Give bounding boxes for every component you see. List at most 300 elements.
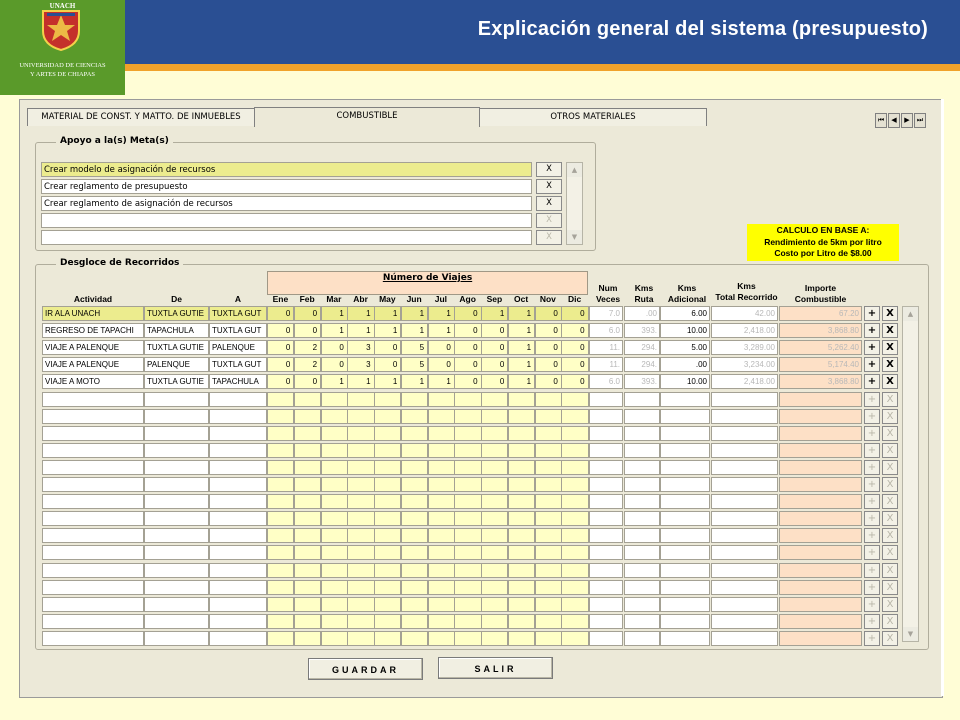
month-cell[interactable] — [374, 631, 401, 646]
month-cell[interactable] — [508, 426, 535, 441]
month-cell[interactable] — [561, 426, 588, 441]
month-cell[interactable] — [508, 545, 535, 560]
month-cell[interactable] — [294, 443, 321, 458]
month-cell[interactable] — [508, 614, 535, 629]
month-cell[interactable] — [481, 460, 508, 475]
month-cell[interactable]: 0 — [321, 340, 348, 355]
month-cell[interactable]: 1 — [428, 374, 455, 389]
month-cell[interactable]: 2 — [294, 340, 321, 355]
delete-row-button[interactable]: X — [882, 580, 898, 595]
month-cell[interactable] — [347, 443, 374, 458]
month-cell[interactable] — [481, 494, 508, 509]
scroll-down-icon[interactable]: ▼ — [567, 230, 582, 244]
month-cell[interactable] — [428, 460, 455, 475]
actividad-cell[interactable] — [42, 580, 144, 595]
last-tab-icon[interactable]: ⏭ — [914, 113, 926, 128]
month-cell[interactable] — [294, 409, 321, 424]
month-cell[interactable] — [294, 563, 321, 578]
month-cell[interactable]: 0 — [561, 323, 588, 338]
remove-meta-button[interactable]: X — [536, 230, 562, 245]
month-cell[interactable] — [508, 580, 535, 595]
month-cell[interactable] — [535, 631, 562, 646]
month-cell[interactable]: 1 — [428, 306, 455, 321]
month-cell[interactable] — [321, 392, 348, 407]
month-cell[interactable] — [267, 443, 294, 458]
month-cell[interactable]: 1 — [374, 374, 401, 389]
month-cell[interactable] — [321, 597, 348, 612]
actividad-cell[interactable]: VIAJE A MOTO — [42, 374, 144, 389]
month-cell[interactable] — [321, 631, 348, 646]
month-cell[interactable] — [454, 443, 481, 458]
month-cell[interactable] — [374, 597, 401, 612]
month-cell[interactable]: 0 — [374, 340, 401, 355]
de-cell[interactable]: TUXTLA GUTIE — [144, 374, 209, 389]
month-cell[interactable] — [294, 392, 321, 407]
month-cell[interactable]: 1 — [321, 323, 348, 338]
month-cell[interactable]: 0 — [481, 374, 508, 389]
remove-meta-button[interactable]: X — [536, 213, 562, 228]
month-cell[interactable] — [294, 494, 321, 509]
month-cell[interactable] — [454, 528, 481, 543]
month-cell[interactable] — [428, 580, 455, 595]
month-cell[interactable]: 1 — [508, 357, 535, 372]
month-cell[interactable] — [267, 631, 294, 646]
delete-row-button[interactable]: X — [882, 426, 898, 441]
actividad-cell[interactable] — [42, 477, 144, 492]
month-cell[interactable]: 3 — [347, 357, 374, 372]
month-cell[interactable]: 1 — [508, 306, 535, 321]
delete-row-button[interactable]: X — [882, 306, 898, 321]
a-cell[interactable] — [209, 631, 267, 646]
kms-adicional-cell[interactable] — [660, 477, 710, 492]
a-cell[interactable] — [209, 460, 267, 475]
month-cell[interactable] — [401, 528, 428, 543]
delete-row-button[interactable]: X — [882, 443, 898, 458]
delete-row-button[interactable]: X — [882, 494, 898, 509]
month-cell[interactable]: 0 — [294, 323, 321, 338]
month-cell[interactable] — [428, 392, 455, 407]
add-row-button[interactable]: + — [864, 631, 880, 646]
a-cell[interactable]: TUXTLA GUT — [209, 306, 267, 321]
month-cell[interactable] — [535, 409, 562, 424]
month-cell[interactable] — [428, 511, 455, 526]
month-cell[interactable]: 0 — [321, 357, 348, 372]
kms-adicional-cell[interactable] — [660, 460, 710, 475]
kms-adicional-cell[interactable] — [660, 631, 710, 646]
month-cell[interactable] — [535, 494, 562, 509]
month-cell[interactable] — [321, 614, 348, 629]
month-cell[interactable] — [347, 631, 374, 646]
actividad-cell[interactable] — [42, 511, 144, 526]
meta-row[interactable] — [41, 230, 532, 245]
prev-tab-icon[interactable]: ◀ — [888, 113, 900, 128]
month-cell[interactable] — [535, 460, 562, 475]
month-cell[interactable]: 1 — [508, 374, 535, 389]
a-cell[interactable] — [209, 511, 267, 526]
de-cell[interactable]: TUXTLA GUTIE — [144, 306, 209, 321]
de-cell[interactable] — [144, 426, 209, 441]
month-cell[interactable] — [561, 580, 588, 595]
month-cell[interactable] — [508, 511, 535, 526]
actividad-cell[interactable] — [42, 545, 144, 560]
month-cell[interactable] — [374, 409, 401, 424]
month-cell[interactable] — [267, 597, 294, 612]
month-cell[interactable] — [428, 477, 455, 492]
month-cell[interactable] — [481, 528, 508, 543]
month-cell[interactable]: 0 — [374, 357, 401, 372]
month-cell[interactable] — [321, 477, 348, 492]
kms-adicional-cell[interactable] — [660, 426, 710, 441]
delete-row-button[interactable]: X — [882, 409, 898, 424]
month-cell[interactable] — [401, 494, 428, 509]
a-cell[interactable] — [209, 494, 267, 509]
month-cell[interactable] — [508, 477, 535, 492]
actividad-cell[interactable]: REGRESO DE TAPACHI — [42, 323, 144, 338]
month-cell[interactable] — [321, 409, 348, 424]
de-cell[interactable] — [144, 631, 209, 646]
add-row-button[interactable]: + — [864, 597, 880, 612]
add-row-button[interactable]: + — [864, 563, 880, 578]
month-cell[interactable] — [508, 409, 535, 424]
month-cell[interactable]: 0 — [294, 306, 321, 321]
month-cell[interactable] — [428, 563, 455, 578]
kms-adicional-cell[interactable] — [660, 392, 710, 407]
actividad-cell[interactable] — [42, 426, 144, 441]
meta-row[interactable]: Crear reglamento de presupuesto — [41, 179, 532, 194]
month-cell[interactable] — [454, 494, 481, 509]
month-cell[interactable] — [508, 494, 535, 509]
actividad-cell[interactable] — [42, 631, 144, 646]
month-cell[interactable] — [321, 545, 348, 560]
de-cell[interactable]: PALENQUE — [144, 357, 209, 372]
month-cell[interactable]: 0 — [481, 357, 508, 372]
month-cell[interactable] — [535, 563, 562, 578]
month-cell[interactable] — [321, 460, 348, 475]
month-cell[interactable] — [267, 477, 294, 492]
month-cell[interactable] — [347, 563, 374, 578]
month-cell[interactable] — [374, 443, 401, 458]
month-cell[interactable] — [454, 597, 481, 612]
month-cell[interactable] — [428, 443, 455, 458]
month-cell[interactable] — [347, 477, 374, 492]
month-cell[interactable]: 1 — [428, 323, 455, 338]
month-cell[interactable] — [294, 614, 321, 629]
actividad-cell[interactable] — [42, 443, 144, 458]
month-cell[interactable]: 5 — [401, 357, 428, 372]
month-cell[interactable]: 5 — [401, 340, 428, 355]
month-cell[interactable] — [401, 597, 428, 612]
month-cell[interactable] — [267, 580, 294, 595]
delete-row-button[interactable]: X — [882, 631, 898, 646]
month-cell[interactable] — [535, 580, 562, 595]
month-cell[interactable] — [267, 426, 294, 441]
kms-adicional-cell[interactable]: 6.00 — [660, 306, 710, 321]
de-cell[interactable] — [144, 528, 209, 543]
actividad-cell[interactable] — [42, 460, 144, 475]
de-cell[interactable] — [144, 563, 209, 578]
a-cell[interactable] — [209, 443, 267, 458]
kms-adicional-cell[interactable] — [660, 614, 710, 629]
month-cell[interactable] — [347, 528, 374, 543]
tab-otros-materiales[interactable]: OTROS MATERIALES — [479, 108, 707, 126]
add-row-button[interactable]: + — [864, 545, 880, 560]
month-cell[interactable] — [428, 528, 455, 543]
delete-row-button[interactable]: X — [882, 563, 898, 578]
month-cell[interactable] — [508, 392, 535, 407]
month-cell[interactable] — [321, 426, 348, 441]
month-cell[interactable] — [267, 563, 294, 578]
month-cell[interactable] — [267, 460, 294, 475]
month-cell[interactable] — [535, 614, 562, 629]
month-cell[interactable]: 1 — [481, 306, 508, 321]
month-cell[interactable] — [561, 494, 588, 509]
actividad-cell[interactable] — [42, 494, 144, 509]
de-cell[interactable] — [144, 545, 209, 560]
add-row-button[interactable]: + — [864, 511, 880, 526]
metas-scrollbar[interactable] — [566, 162, 583, 245]
month-cell[interactable]: 0 — [535, 340, 562, 355]
de-cell[interactable]: TAPACHULA — [144, 323, 209, 338]
month-cell[interactable] — [401, 563, 428, 578]
month-cell[interactable] — [561, 528, 588, 543]
actividad-cell[interactable] — [42, 409, 144, 424]
month-cell[interactable] — [508, 631, 535, 646]
month-cell[interactable] — [321, 443, 348, 458]
month-cell[interactable] — [481, 426, 508, 441]
month-cell[interactable] — [374, 563, 401, 578]
month-cell[interactable] — [374, 511, 401, 526]
add-row-button[interactable]: + — [864, 614, 880, 629]
month-cell[interactable]: 0 — [561, 357, 588, 372]
month-cell[interactable]: 0 — [535, 323, 562, 338]
actividad-cell[interactable] — [42, 597, 144, 612]
month-cell[interactable] — [267, 545, 294, 560]
month-cell[interactable] — [428, 426, 455, 441]
a-cell[interactable] — [209, 477, 267, 492]
month-cell[interactable]: 1 — [321, 306, 348, 321]
month-cell[interactable] — [374, 528, 401, 543]
month-cell[interactable] — [535, 597, 562, 612]
month-cell[interactable]: 0 — [267, 306, 294, 321]
month-cell[interactable] — [347, 460, 374, 475]
month-cell[interactable]: 1 — [347, 306, 374, 321]
remove-meta-button[interactable]: X — [536, 179, 562, 194]
month-cell[interactable]: 1 — [321, 374, 348, 389]
guardar-button[interactable]: GUARDAR — [308, 658, 423, 680]
month-cell[interactable] — [508, 460, 535, 475]
month-cell[interactable] — [294, 528, 321, 543]
month-cell[interactable]: 0 — [561, 340, 588, 355]
month-cell[interactable] — [374, 392, 401, 407]
delete-row-button[interactable]: X — [882, 528, 898, 543]
de-cell[interactable] — [144, 580, 209, 595]
delete-row-button[interactable]: X — [882, 340, 898, 355]
month-cell[interactable] — [374, 460, 401, 475]
next-tab-icon[interactable]: ▶ — [901, 113, 913, 128]
month-cell[interactable] — [535, 528, 562, 543]
month-cell[interactable] — [347, 426, 374, 441]
actividad-cell[interactable] — [42, 614, 144, 629]
month-cell[interactable] — [481, 614, 508, 629]
month-cell[interactable] — [347, 545, 374, 560]
month-cell[interactable] — [294, 477, 321, 492]
month-cell[interactable] — [294, 511, 321, 526]
month-cell[interactable] — [374, 614, 401, 629]
a-cell[interactable] — [209, 614, 267, 629]
kms-adicional-cell[interactable] — [660, 597, 710, 612]
month-cell[interactable] — [347, 580, 374, 595]
delete-row-button[interactable]: X — [882, 357, 898, 372]
de-cell[interactable] — [144, 409, 209, 424]
month-cell[interactable]: 0 — [267, 374, 294, 389]
delete-row-button[interactable]: X — [882, 392, 898, 407]
month-cell[interactable] — [321, 580, 348, 595]
a-cell[interactable] — [209, 426, 267, 441]
first-tab-icon[interactable]: ⏮ — [875, 113, 887, 128]
month-cell[interactable]: 0 — [454, 323, 481, 338]
month-cell[interactable] — [347, 409, 374, 424]
month-cell[interactable] — [535, 392, 562, 407]
a-cell[interactable] — [209, 580, 267, 595]
kms-adicional-cell[interactable] — [660, 443, 710, 458]
month-cell[interactable] — [535, 511, 562, 526]
month-cell[interactable] — [535, 545, 562, 560]
month-cell[interactable] — [428, 409, 455, 424]
tab-combustible[interactable]: COMBUSTIBLE — [254, 107, 480, 127]
month-cell[interactable] — [374, 580, 401, 595]
month-cell[interactable]: 0 — [454, 357, 481, 372]
a-cell[interactable] — [209, 392, 267, 407]
month-cell[interactable] — [374, 426, 401, 441]
month-cell[interactable] — [561, 409, 588, 424]
month-cell[interactable] — [481, 511, 508, 526]
month-cell[interactable] — [481, 392, 508, 407]
kms-adicional-cell[interactable] — [660, 563, 710, 578]
month-cell[interactable] — [374, 545, 401, 560]
a-cell[interactable] — [209, 597, 267, 612]
month-cell[interactable]: 0 — [535, 374, 562, 389]
month-cell[interactable] — [294, 545, 321, 560]
month-cell[interactable] — [374, 494, 401, 509]
delete-row-button[interactable]: X — [882, 597, 898, 612]
month-cell[interactable]: 0 — [535, 306, 562, 321]
month-cell[interactable]: 0 — [454, 306, 481, 321]
delete-row-button[interactable]: X — [882, 323, 898, 338]
meta-row[interactable] — [41, 213, 532, 228]
month-cell[interactable] — [267, 528, 294, 543]
month-cell[interactable] — [428, 614, 455, 629]
month-cell[interactable]: 1 — [347, 323, 374, 338]
month-cell[interactable] — [401, 409, 428, 424]
month-cell[interactable] — [454, 614, 481, 629]
month-cell[interactable]: 1 — [374, 323, 401, 338]
kms-adicional-cell[interactable] — [660, 494, 710, 509]
month-cell[interactable]: 0 — [535, 357, 562, 372]
month-cell[interactable]: 0 — [294, 374, 321, 389]
month-cell[interactable] — [454, 631, 481, 646]
month-cell[interactable] — [401, 443, 428, 458]
delete-row-button[interactable]: X — [882, 374, 898, 389]
month-cell[interactable] — [561, 443, 588, 458]
month-cell[interactable] — [321, 563, 348, 578]
a-cell[interactable] — [209, 409, 267, 424]
delete-row-button[interactable]: X — [882, 545, 898, 560]
month-cell[interactable] — [454, 563, 481, 578]
meta-row[interactable]: Crear modelo de asignación de recursos — [41, 162, 532, 177]
month-cell[interactable] — [481, 443, 508, 458]
delete-row-button[interactable]: X — [882, 477, 898, 492]
add-row-button[interactable]: + — [864, 460, 880, 475]
de-cell[interactable] — [144, 392, 209, 407]
add-row-button[interactable]: + — [864, 426, 880, 441]
de-cell[interactable] — [144, 460, 209, 475]
month-cell[interactable]: 0 — [267, 357, 294, 372]
month-cell[interactable] — [561, 597, 588, 612]
month-cell[interactable] — [294, 597, 321, 612]
month-cell[interactable] — [294, 580, 321, 595]
month-cell[interactable] — [561, 631, 588, 646]
month-cell[interactable]: 0 — [428, 340, 455, 355]
month-cell[interactable] — [401, 392, 428, 407]
month-cell[interactable] — [428, 494, 455, 509]
kms-adicional-cell[interactable] — [660, 545, 710, 560]
month-cell[interactable] — [454, 580, 481, 595]
kms-adicional-cell[interactable]: 10.00 — [660, 374, 710, 389]
month-cell[interactable] — [401, 614, 428, 629]
month-cell[interactable]: 0 — [267, 340, 294, 355]
month-cell[interactable] — [508, 563, 535, 578]
kms-adicional-cell[interactable] — [660, 528, 710, 543]
actividad-cell[interactable]: IR ALA UNACH — [42, 306, 144, 321]
month-cell[interactable]: 1 — [401, 306, 428, 321]
add-row-button[interactable]: + — [864, 477, 880, 492]
month-cell[interactable] — [401, 511, 428, 526]
a-cell[interactable]: TUXTLA GUT — [209, 357, 267, 372]
actividad-cell[interactable]: VIAJE A PALENQUE — [42, 340, 144, 355]
kms-adicional-cell[interactable] — [660, 511, 710, 526]
month-cell[interactable]: 1 — [508, 323, 535, 338]
month-cell[interactable] — [535, 443, 562, 458]
month-cell[interactable] — [401, 426, 428, 441]
remove-meta-button[interactable]: X — [536, 162, 562, 177]
remove-meta-button[interactable]: X — [536, 196, 562, 211]
month-cell[interactable] — [321, 494, 348, 509]
month-cell[interactable]: 0 — [267, 323, 294, 338]
de-cell[interactable] — [144, 614, 209, 629]
month-cell[interactable] — [535, 426, 562, 441]
month-cell[interactable]: 1 — [347, 374, 374, 389]
month-cell[interactable] — [561, 392, 588, 407]
month-cell[interactable] — [267, 614, 294, 629]
salir-button[interactable]: SALIR — [438, 657, 553, 679]
month-cell[interactable]: 2 — [294, 357, 321, 372]
month-cell[interactable] — [561, 614, 588, 629]
delete-row-button[interactable]: X — [882, 460, 898, 475]
month-cell[interactable]: 0 — [561, 306, 588, 321]
month-cell[interactable] — [267, 494, 294, 509]
month-cell[interactable] — [401, 580, 428, 595]
add-row-button[interactable]: + — [864, 323, 880, 338]
month-cell[interactable] — [347, 597, 374, 612]
month-cell[interactable] — [561, 460, 588, 475]
month-cell[interactable] — [481, 477, 508, 492]
month-cell[interactable] — [481, 580, 508, 595]
month-cell[interactable]: 1 — [401, 323, 428, 338]
month-cell[interactable] — [401, 545, 428, 560]
month-cell[interactable]: 1 — [374, 306, 401, 321]
month-cell[interactable] — [508, 597, 535, 612]
add-row-button[interactable]: + — [864, 580, 880, 595]
